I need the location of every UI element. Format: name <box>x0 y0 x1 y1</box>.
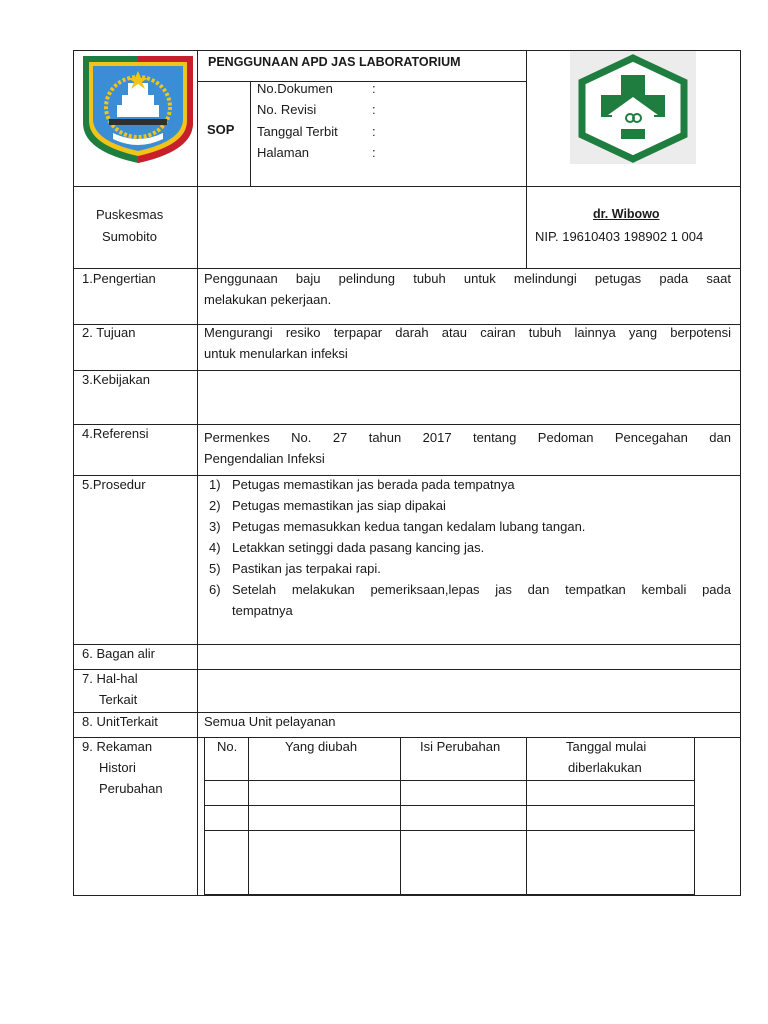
step-text: Letakkan setinggi dada pasang kancing jas. <box>232 540 485 555</box>
history-table-header: No. <box>217 739 238 754</box>
history-table-border <box>400 737 401 895</box>
header-divider-right <box>526 50 527 269</box>
step-text-continued: tempatnya <box>232 603 293 618</box>
history-table-border <box>694 737 695 895</box>
doc-field-sep: : <box>372 145 376 160</box>
section-label: 9. Rekaman <box>82 739 153 754</box>
history-table <box>204 737 695 895</box>
row-divider <box>73 424 741 425</box>
column-divider <box>197 50 198 896</box>
step-number: 3) <box>209 519 221 534</box>
row-divider <box>73 186 741 187</box>
history-table-border <box>204 894 695 895</box>
step-number: 4) <box>209 540 221 555</box>
section-label: Histori <box>99 760 136 775</box>
step-number: 6) <box>209 582 221 597</box>
row-divider <box>73 370 741 371</box>
history-table-border <box>204 805 695 806</box>
section-label: Perubahan <box>99 781 163 796</box>
section-label: 2. Tujuan <box>82 325 136 340</box>
step-text: Petugas memasukkan kedua tangan kedalam lubang tangan. <box>232 519 586 534</box>
document-title: PENGGUNAAN APD JAS LABORATORIUM <box>208 55 461 69</box>
step-text: Petugas memastikan jas siap dipakai <box>232 498 446 513</box>
section-text: Pengendalian Infeksi <box>204 451 325 466</box>
regency-crest-logo <box>79 53 197 165</box>
sop-divider <box>250 81 251 187</box>
row-divider <box>73 669 741 670</box>
doc-field-label: No.Dokumen <box>257 81 333 96</box>
doc-field-label: No. Revisi <box>257 102 317 117</box>
doc-field-sep: : <box>372 102 376 117</box>
section-label: 6. Bagan alir <box>82 646 155 661</box>
section-text: Semua Unit pelayanan <box>204 714 336 729</box>
step-number: 1) <box>209 477 221 492</box>
border-right <box>740 50 741 896</box>
doc-field-label: Halaman <box>257 145 310 160</box>
signer-name: dr. Wibowo <box>593 207 660 221</box>
doc-field-sep: : <box>372 124 376 139</box>
history-table-border <box>204 830 695 831</box>
section-text: melakukan pekerjaan. <box>204 292 332 307</box>
step-text: Petugas memastikan jas berada pada tempatnya <box>232 477 515 492</box>
section-label: 8. UnitTerkait <box>82 714 158 729</box>
section-text: untuk menularkan infeksi <box>204 346 348 361</box>
row-divider <box>73 712 741 713</box>
section-label: 1.Pengertian <box>82 271 156 286</box>
history-table-border <box>204 737 205 895</box>
step-number: 5) <box>209 561 221 576</box>
history-table-header: Tanggal mulai <box>566 739 647 754</box>
row-divider <box>73 644 741 645</box>
history-table-header: Isi Perubahan <box>420 739 501 754</box>
section-label: Terkait <box>99 692 138 707</box>
section-text: Mengurangi resiko terpapar darah atau cairan tubuh lainnya yang berpotensi <box>204 325 731 340</box>
history-table-border <box>248 737 249 895</box>
sop-label: SOP <box>207 122 235 137</box>
org-name: Sumobito <box>102 229 157 244</box>
doc-field-label: Tanggal Terbit <box>257 124 338 139</box>
section-label: 7. Hal-hal <box>82 671 138 686</box>
border-left <box>73 50 74 896</box>
step-text: Pastikan jas terpakai rapi. <box>232 561 381 576</box>
title-underline <box>197 81 527 82</box>
section-label: 4.Referensi <box>82 426 149 441</box>
history-table-border <box>204 780 695 781</box>
history-table-header: Yang diubah <box>285 739 358 754</box>
history-table-border <box>526 737 527 895</box>
puskesmas-logo <box>570 51 696 164</box>
step-number: 2) <box>209 498 221 513</box>
history-table-header: diberlakukan <box>568 760 642 775</box>
section-text: Penggunaan baju pelindung tubuh untuk melindungi petugas pada saat <box>204 271 731 286</box>
doc-field-sep: : <box>372 81 376 96</box>
step-text: Setelah melakukan pemeriksaan,lepas jas dan tempatkan kembali pada <box>232 582 731 597</box>
org-name: Puskesmas <box>96 207 164 222</box>
section-label: 5.Prosedur <box>82 477 146 492</box>
section-label: 3.Kebijakan <box>82 372 150 387</box>
signer-nip: NIP. 19610403 198902 1 004 <box>535 229 704 244</box>
section-text: Permenkes No. 27 tahun 2017 tentang Pedoman Pencegahan dan <box>204 430 731 445</box>
border-bottom <box>73 895 741 896</box>
